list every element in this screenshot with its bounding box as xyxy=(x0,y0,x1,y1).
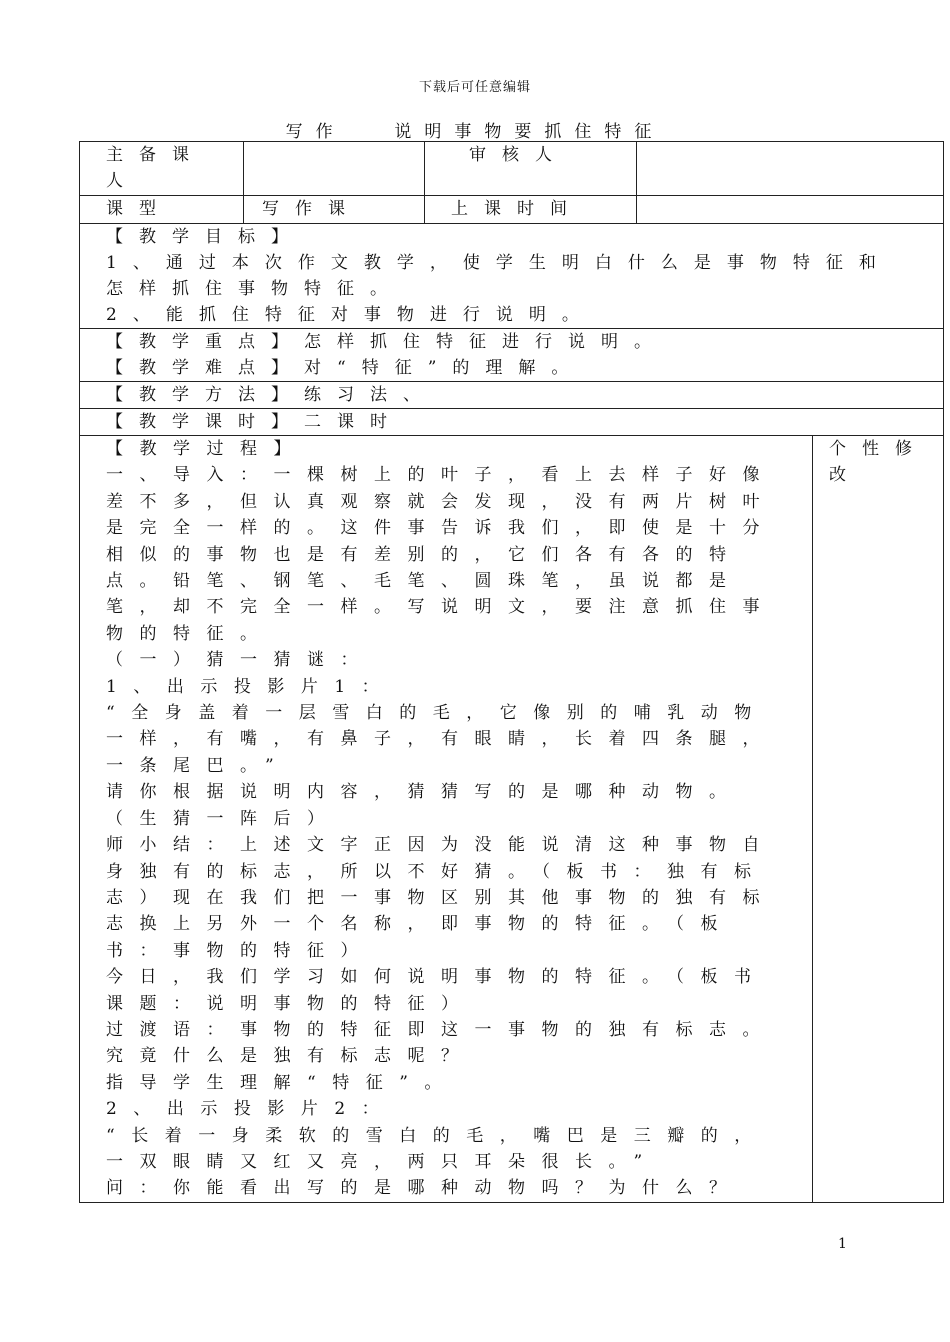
preparer-label-cell xyxy=(80,142,244,196)
preparer-label-cont: 人 xyxy=(106,171,139,191)
document-title: 写作 说明事物要抓住特征 xyxy=(285,122,665,142)
process-line: 一样，有嘴，有鼻子，有眼睛，长着四条腿， xyxy=(106,729,776,750)
process-line: 究竟什么是独有标志呢？ xyxy=(106,1046,475,1067)
method-line: 【教学方法】练习法、 xyxy=(106,385,436,405)
type-value: 写作课 xyxy=(262,199,361,219)
process-line: 今日，我们学习如何说明事物的特征。（板书 xyxy=(106,967,768,988)
process-line: 相似的事物也是有差别的，它们各有各的特 xyxy=(106,544,743,565)
type-row xyxy=(80,196,944,224)
process-line: “全身盖着一层雪白的毛，它像别的哺乳动物 xyxy=(106,703,768,724)
preparer-value-cell xyxy=(244,142,425,196)
type-label-cell xyxy=(80,196,244,224)
process-line: 身独有的标志，所以不好猜。（板书：独有标 xyxy=(106,861,768,882)
process-line: 志）现在我们把一事物区别其他事物的独有标 xyxy=(106,887,776,908)
personal-revision-cell xyxy=(813,436,944,1203)
process-line: 指导学生理解“特征”。 xyxy=(106,1072,458,1093)
process-row xyxy=(80,436,944,1203)
hours-line: 【教学课时】二课时 xyxy=(106,412,403,432)
process-line: “长着一身柔软的雪白的毛，嘴巴是三瓣的， xyxy=(106,1125,768,1146)
process-line: 笔，却不完全一样。写说明文，要注意抓住事 xyxy=(106,597,776,618)
type-label: 课型 xyxy=(106,199,172,219)
hours-cell xyxy=(80,409,944,436)
reviewer-label: 审核人 xyxy=(469,145,568,165)
objective-line: 怎样抓住事物特征。 xyxy=(106,279,403,299)
method-cell xyxy=(80,382,944,409)
personal-revision-label: 个性修 xyxy=(829,439,928,459)
lesson-plan-table xyxy=(79,141,944,1203)
process-line: 请你根据说明内容，猜猜写的是哪种动物。 xyxy=(106,782,743,803)
time-label-cell xyxy=(425,196,637,224)
process-line: 师小结：上述文字正因为没能说清这种事物自 xyxy=(106,835,776,856)
process-line: 是完全一样的。这件事告诉我们，即使是十分 xyxy=(106,518,776,539)
objective-line: 1、通过本次作文教学，使学生明白什么是事物特征和 xyxy=(106,253,892,273)
keypoints-cell xyxy=(80,329,944,382)
time-value-cell xyxy=(637,196,944,224)
process-line: 点。铅笔、钢笔、毛笔、圆珠笔，虽说都是 xyxy=(106,571,743,592)
process-line: 问：你能看出写的是哪种动物吗？为什么？ xyxy=(106,1178,743,1199)
process-line: 一双眼睛又红又亮，两只耳朵很长。” xyxy=(106,1151,659,1172)
time-label: 上课时间 xyxy=(451,199,583,219)
objectives-row xyxy=(80,224,944,329)
method-row xyxy=(80,382,944,409)
process-line: 一、导入：一棵树上的叶子，看上去样子好像 xyxy=(106,465,776,486)
process-line: 一条尾巴。” xyxy=(106,755,291,776)
difficulty-line: 【教学难点】对“特征”的理解。 xyxy=(106,358,585,378)
process-line: 书：事物的特征） xyxy=(106,940,374,961)
personal-revision-label-cont: 改 xyxy=(829,465,862,485)
process-line: 物的特征。 xyxy=(106,623,274,644)
keypoints-row xyxy=(80,329,944,382)
type-value-cell xyxy=(244,196,425,224)
process-line: 1、出示投影片1： xyxy=(106,676,396,697)
preparer-label: 主备课 xyxy=(106,145,205,165)
preparer-row xyxy=(80,142,944,196)
process-line: 志换上另外一个名称，即事物的特征。（板 xyxy=(106,914,734,935)
hours-row xyxy=(80,409,944,436)
download-note: 下载后可任意编辑 xyxy=(418,80,531,95)
reviewer-value-cell xyxy=(637,142,944,196)
process-line: （生猜一阵后） xyxy=(106,808,341,829)
process-line: 课题：说明事物的特征） xyxy=(106,993,475,1014)
process-line: 2、出示投影片2： xyxy=(106,1099,396,1120)
focus-line: 【教学重点】怎样抓住特征进行说明。 xyxy=(106,332,667,352)
reviewer-label-cell xyxy=(425,142,637,196)
objectives-heading: 【教学目标】 xyxy=(106,227,304,247)
process-cell xyxy=(80,436,813,1203)
process-line: （一）猜一猜谜： xyxy=(106,650,374,671)
process-line: 过渡语：事物的特征即这一事物的独有标志。 xyxy=(106,1019,776,1040)
process-line: 差不多，但认真观察就会发现，没有两片树叶 xyxy=(106,491,776,512)
page-number: 1 xyxy=(838,1236,847,1252)
objective-line: 2、能抓住特征对事物进行说明。 xyxy=(106,305,595,325)
objectives-cell xyxy=(80,224,944,329)
process-heading: 【教学过程】 xyxy=(106,439,307,459)
